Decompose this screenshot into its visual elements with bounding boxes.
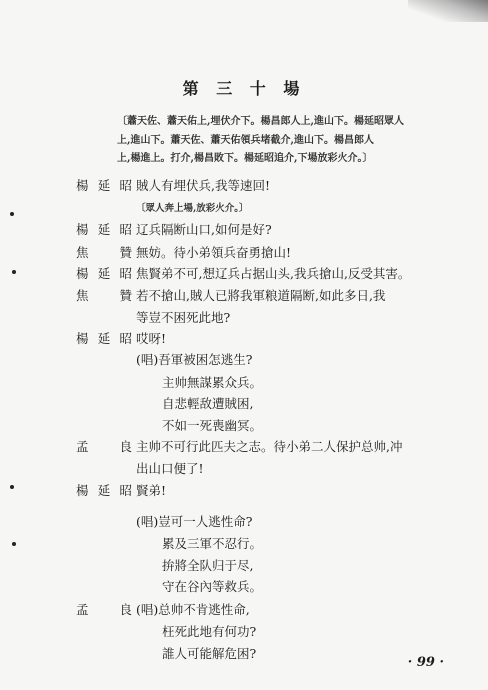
script-line [76,643,460,664]
speaker-name: 楊延昭 [76,222,132,237]
dialogue-text: (唱)总帅不肯逃性命, [136,602,250,617]
dialogue-text: 若不搶山,賊人已將我軍粮道隔断,如此多日,我 [136,288,386,303]
stage-direction-line: 上,楊進上。打介,楊昌敗下。楊延昭追介,下場放彩火介。〕 [117,153,373,164]
margin-mark [12,542,16,546]
speaker-name: 楊延昭 [76,483,132,498]
stage-direction-line: 上,進山下。蕭天佐、蕭天佑領兵堵截介,進山下。楊昌郎人 [117,134,374,146]
stage-direction [117,113,457,169]
script-line [76,576,460,597]
dialogue-text: 賊人有埋伏兵,我等速回! [136,178,270,193]
speaker-name: 焦 贊 [76,288,132,303]
speaker-name: 孟 良 [76,602,132,617]
dialogue-text: 不如一死喪幽冥。 [162,418,263,433]
script-line [76,372,460,393]
speaker-name: 楊延昭 [76,266,132,281]
dialogue-text: 累及三軍不忍行。 [162,536,263,551]
dialogue-text: 主帅無謀累众兵。 [162,375,263,390]
dialogue-text: 主帅不可行此匹夫之志。待小弟二人保护总帅,冲 [136,439,403,454]
script-line [76,198,460,219]
script-line [76,349,460,370]
script-line [76,285,460,306]
stage-direction-line: 〔蕭天佐、蕭天佑上,埋伏介下。楊昌郎人上,進山下。楊延昭眾人 [117,116,404,127]
dialogue-text: 賢弟! [136,483,167,498]
dialogue-text: 拚將全队归于尽, [162,558,254,573]
script-line [76,436,460,457]
script-line [76,533,460,554]
script-line [76,393,460,414]
script-line [76,263,460,284]
dialogue-text: (唱)吾軍被困怎逃生? [136,352,253,367]
script-line [76,328,460,349]
margin-mark [12,270,16,274]
dialogue-text: 無妨。待小弟領兵奋勇搶山! [136,245,292,260]
dialogue-text: 自悲輕敌遭賊困, [162,396,254,411]
dialogue-text: 枉死此地有何功? [162,624,257,639]
dialogue-text: 誰人可能解危困? [162,646,257,661]
speaker-name: 孟 良 [76,439,132,454]
stage-note: 〔眾人奔上場,放彩火介。〕 [136,203,249,214]
script-line [76,415,460,436]
scan-corner-shadow [408,0,488,22]
script-line [76,458,460,479]
dialogue-text: (唱)豈可一人逃性命? [136,514,253,529]
script-line [76,511,460,532]
dialogue-text: 守在谷內等救兵。 [162,579,263,594]
dialogue-text: 等豈不困死此地? [136,310,231,325]
speaker-name: 焦 贊 [76,245,132,260]
scene-title: 第 三 十 場 [182,79,306,98]
page-number: · 99 · [407,655,444,670]
dialogue-text: 辽兵隔断山口,如何是好? [136,222,272,237]
script-line [76,175,460,196]
script-line [76,555,460,576]
script-line [76,480,460,501]
script-line [76,599,460,620]
speaker-name: 楊延昭 [76,178,132,193]
dialogue-text: 出山口便了! [136,461,204,476]
script-line [76,307,460,328]
dialogue-text: 焦賢弟不可,想辽兵占据山头,我兵搶山,反受其害。 [136,266,411,281]
margin-mark [10,212,14,216]
script-line [76,219,460,240]
speaker-name: 楊延昭 [76,331,132,346]
script-line [76,242,460,263]
margin-mark [10,485,14,489]
dialogue-text: 哎呀! [136,331,167,346]
script-line [76,621,460,642]
